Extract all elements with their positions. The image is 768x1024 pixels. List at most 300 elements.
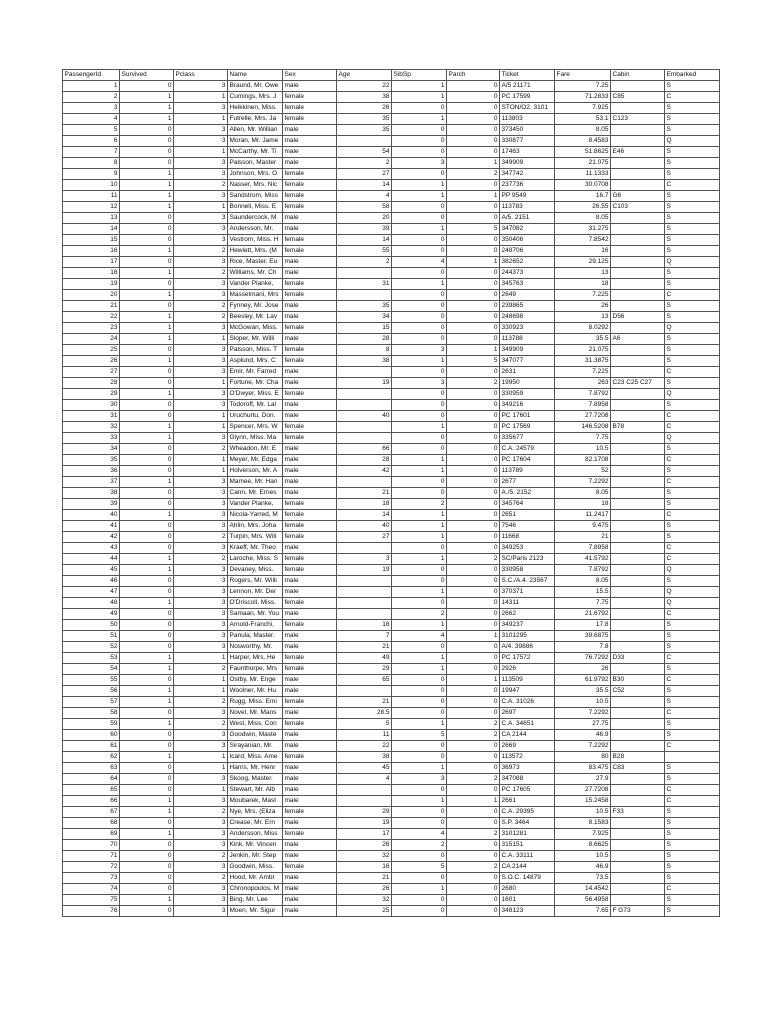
cell-age [337, 686, 392, 697]
cell-sex: female [283, 191, 337, 202]
cell-parch: 0 [447, 301, 500, 312]
cell-embarked: S [665, 334, 720, 345]
cell-cabin [611, 532, 665, 543]
cell-name: Andersson, Miss [228, 829, 283, 840]
cell-passengerid: 69 [63, 829, 120, 840]
cell-age: 27 [337, 169, 392, 180]
cell-age: 29 [337, 807, 392, 818]
cell-name: Laroche, Miss. S [228, 554, 283, 565]
cell-ticket: PC 17569 [500, 422, 555, 433]
cell-age: 26 [337, 103, 392, 114]
cell-cabin [611, 455, 665, 466]
cell-pclass: 3 [174, 510, 228, 521]
cell-survived: 1 [120, 697, 174, 708]
cell-sibsp: 1 [392, 532, 447, 543]
cell-survived: 1 [120, 180, 174, 191]
table-row [63, 103, 720, 114]
cell-parch: 1 [447, 158, 500, 169]
cell-fare: 15.5 [555, 587, 611, 598]
cell-name: Crease, Mr. Ern [228, 818, 283, 829]
cell-passengerid: 39 [63, 499, 120, 510]
cell-ticket: A/4. 39886 [500, 642, 555, 653]
cell-sex: female [283, 499, 337, 510]
cell-name: Chronopoulos, M [228, 884, 283, 895]
table-row [63, 587, 720, 598]
cell-age [337, 136, 392, 147]
cell-fare: 53.1 [555, 114, 611, 125]
cell-ticket: 2661 [500, 796, 555, 807]
table-row [63, 554, 720, 565]
cell-sex: male [283, 708, 337, 719]
cell-sex: female [283, 598, 337, 609]
cell-sibsp: 1 [392, 356, 447, 367]
cell-fare: 31.275 [555, 224, 611, 235]
cell-cabin: E46 [611, 147, 665, 158]
cell-age: 38 [337, 92, 392, 103]
cell-age: 14 [337, 510, 392, 521]
table-row [63, 796, 720, 807]
table-row [63, 488, 720, 499]
cell-pclass: 1 [174, 114, 228, 125]
cell-age: 4 [337, 774, 392, 785]
cell-age: 54 [337, 147, 392, 158]
cell-name: Saundercock, M [228, 213, 283, 224]
cell-cabin [611, 345, 665, 356]
cell-cabin: C85 [611, 92, 665, 103]
cell-pclass: 1 [174, 653, 228, 664]
cell-passengerid: 1 [63, 81, 120, 92]
cell-passengerid: 65 [63, 785, 120, 796]
cell-pclass: 3 [174, 433, 228, 444]
cell-survived: 0 [120, 455, 174, 466]
cell-fare: 8.05 [555, 488, 611, 499]
cell-name: Rice, Master. Eu [228, 257, 283, 268]
cell-ticket: PC 17601 [500, 411, 555, 422]
cell-sibsp: 1 [392, 719, 447, 730]
cell-embarked: S [665, 158, 720, 169]
cell-pclass: 3 [174, 884, 228, 895]
cell-sex: male [283, 367, 337, 378]
table-row [63, 532, 720, 543]
cell-survived: 0 [120, 840, 174, 851]
cell-pclass: 1 [174, 686, 228, 697]
cell-pclass: 1 [174, 422, 228, 433]
cell-passengerid: 43 [63, 543, 120, 554]
cell-fare: 71.2833 [555, 92, 611, 103]
cell-survived: 0 [120, 521, 174, 532]
cell-fare: 11.1333 [555, 169, 611, 180]
cell-pclass: 3 [174, 125, 228, 136]
cell-parch: 5 [447, 356, 500, 367]
cell-age: 25 [337, 906, 392, 917]
table-row [63, 323, 720, 334]
header-row [63, 70, 720, 81]
cell-fare: 56.4958 [555, 895, 611, 906]
table-row [63, 345, 720, 356]
cell-sibsp: 2 [392, 840, 447, 851]
cell-passengerid: 27 [63, 367, 120, 378]
cell-passengerid: 61 [63, 741, 120, 752]
cell-name: Allen, Mr. Willian [228, 125, 283, 136]
cell-parch: 0 [447, 455, 500, 466]
table-row [63, 312, 720, 323]
cell-name: Lennon, Mr. Der [228, 587, 283, 598]
cell-passengerid: 8 [63, 158, 120, 169]
table-row [63, 785, 720, 796]
cell-pclass: 3 [174, 323, 228, 334]
cell-passengerid: 47 [63, 587, 120, 598]
cell-ticket: 349909 [500, 345, 555, 356]
cell-name: Moubarek, Mast [228, 796, 283, 807]
cell-parch: 0 [447, 202, 500, 213]
cell-age [337, 367, 392, 378]
cell-ticket: PP 9549 [500, 191, 555, 202]
cell-parch: 0 [447, 499, 500, 510]
cell-age [337, 609, 392, 620]
cell-age [337, 785, 392, 796]
cell-parch: 0 [447, 741, 500, 752]
cell-ticket: 349909 [500, 158, 555, 169]
cell-fare: 8.4583 [555, 136, 611, 147]
cell-cabin [611, 862, 665, 873]
cell-fare: 7.925 [555, 103, 611, 114]
cell-sex: male [283, 400, 337, 411]
cell-cabin [611, 895, 665, 906]
table-row [63, 477, 720, 488]
cell-embarked: Q [665, 257, 720, 268]
cell-survived: 0 [120, 906, 174, 917]
cell-age: 35 [337, 125, 392, 136]
table-row [63, 279, 720, 290]
cell-fare: 10.5 [555, 697, 611, 708]
cell-passengerid: 71 [63, 851, 120, 862]
cell-cabin [611, 158, 665, 169]
table-row [63, 895, 720, 906]
cell-passengerid: 26 [63, 356, 120, 367]
cell-sex: female [283, 653, 337, 664]
cell-passengerid: 10 [63, 180, 120, 191]
cell-ticket: 2649 [500, 290, 555, 301]
cell-passengerid: 60 [63, 730, 120, 741]
header-fare: Fare [555, 70, 611, 81]
cell-passengerid: 64 [63, 774, 120, 785]
cell-ticket: 14311 [500, 598, 555, 609]
cell-fare: 7.2292 [555, 741, 611, 752]
cell-age: 14 [337, 235, 392, 246]
cell-cabin: B30 [611, 675, 665, 686]
cell-survived: 0 [120, 774, 174, 785]
cell-passengerid: 20 [63, 290, 120, 301]
cell-sibsp: 0 [392, 642, 447, 653]
cell-passengerid: 67 [63, 807, 120, 818]
cell-pclass: 3 [174, 730, 228, 741]
cell-pclass: 2 [174, 246, 228, 257]
cell-sex: male [283, 730, 337, 741]
cell-ticket: A/5. 2151 [500, 213, 555, 224]
table-row [63, 719, 720, 730]
cell-passengerid: 50 [63, 620, 120, 631]
table-row [63, 389, 720, 400]
cell-sibsp: 1 [392, 521, 447, 532]
cell-cabin [611, 609, 665, 620]
cell-name: Sirayanian, Mr. [228, 741, 283, 752]
cell-survived: 1 [120, 477, 174, 488]
cell-survived: 1 [120, 895, 174, 906]
cell-age: 4 [337, 191, 392, 202]
cell-fare: 52 [555, 466, 611, 477]
cell-embarked: S [665, 499, 720, 510]
cell-pclass: 2 [174, 268, 228, 279]
cell-pclass: 3 [174, 620, 228, 631]
cell-pclass: 3 [174, 708, 228, 719]
cell-sibsp: 0 [392, 334, 447, 345]
cell-sibsp: 4 [392, 631, 447, 642]
cell-survived: 0 [120, 631, 174, 642]
cell-ticket: 345764 [500, 499, 555, 510]
cell-survived: 0 [120, 213, 174, 224]
cell-passengerid: 6 [63, 136, 120, 147]
cell-age: 19 [337, 378, 392, 389]
table-row [63, 158, 720, 169]
cell-passengerid: 46 [63, 576, 120, 587]
cell-ticket: S.P. 3464 [500, 818, 555, 829]
cell-cabin [611, 213, 665, 224]
cell-embarked: S [665, 147, 720, 158]
table-row [63, 730, 720, 741]
cell-age: 17 [337, 829, 392, 840]
cell-passengerid: 54 [63, 664, 120, 675]
cell-embarked: S [665, 312, 720, 323]
table-row [63, 433, 720, 444]
cell-passengerid: 53 [63, 653, 120, 664]
cell-ticket: 248698 [500, 312, 555, 323]
cell-fare: 7.8792 [555, 565, 611, 576]
cell-pclass: 3 [174, 840, 228, 851]
cell-fare: 7.8958 [555, 543, 611, 554]
cell-survived: 0 [120, 378, 174, 389]
cell-passengerid: 33 [63, 433, 120, 444]
cell-cabin [611, 400, 665, 411]
cell-parch: 0 [447, 543, 500, 554]
cell-fare: 46.9 [555, 730, 611, 741]
cell-sex: female [283, 829, 337, 840]
cell-survived: 1 [120, 433, 174, 444]
cell-sex: male [283, 895, 337, 906]
cell-ticket: C.A. 24579 [500, 444, 555, 455]
cell-passengerid: 11 [63, 191, 120, 202]
cell-passengerid: 55 [63, 675, 120, 686]
cell-parch: 0 [447, 136, 500, 147]
cell-ticket: PC 17604 [500, 455, 555, 466]
cell-embarked: S [665, 829, 720, 840]
cell-embarked: S [665, 763, 720, 774]
cell-name: Woolner, Mr. Hu [228, 686, 283, 697]
cell-name: Mamee, Mr. Han [228, 477, 283, 488]
cell-sex: female [283, 345, 337, 356]
cell-pclass: 3 [174, 598, 228, 609]
table-row [63, 92, 720, 103]
cell-cabin [611, 389, 665, 400]
table-row [63, 301, 720, 312]
cell-cabin [611, 796, 665, 807]
cell-sex: female [283, 389, 337, 400]
cell-fare: 21 [555, 532, 611, 543]
cell-age: 35 [337, 301, 392, 312]
cell-parch: 0 [447, 818, 500, 829]
cell-parch: 0 [447, 411, 500, 422]
cell-ticket: A./5. 2152 [500, 488, 555, 499]
table-row [63, 565, 720, 576]
cell-embarked: S [665, 774, 720, 785]
cell-fare: 10.5 [555, 807, 611, 818]
cell-age: 21 [337, 488, 392, 499]
cell-fare: 8.05 [555, 213, 611, 224]
cell-embarked: C [665, 422, 720, 433]
cell-sex: male [283, 136, 337, 147]
cell-survived: 1 [120, 268, 174, 279]
table-row [63, 862, 720, 873]
cell-sibsp: 0 [392, 103, 447, 114]
cell-embarked: C [665, 785, 720, 796]
table-row [63, 246, 720, 257]
cell-passengerid: 15 [63, 235, 120, 246]
cell-embarked: C [665, 675, 720, 686]
cell-embarked: C [665, 510, 720, 521]
cell-ticket: 2677 [500, 477, 555, 488]
cell-name: O'Driscoll, Miss. [228, 598, 283, 609]
cell-age: 66 [337, 444, 392, 455]
cell-parch: 1 [447, 631, 500, 642]
cell-embarked: S [665, 103, 720, 114]
cell-pclass: 2 [174, 312, 228, 323]
cell-pclass: 3 [174, 279, 228, 290]
cell-parch: 0 [447, 444, 500, 455]
cell-parch: 0 [447, 323, 500, 334]
cell-sex: male [283, 587, 337, 598]
cell-sex: male [283, 125, 337, 136]
cell-age: 55 [337, 246, 392, 257]
cell-embarked: C [665, 367, 720, 378]
cell-passengerid: 70 [63, 840, 120, 851]
cell-cabin [611, 488, 665, 499]
cell-embarked [665, 752, 720, 763]
cell-parch: 0 [447, 521, 500, 532]
cell-ticket: 330958 [500, 565, 555, 576]
cell-cabin: B78 [611, 422, 665, 433]
cell-pclass: 3 [174, 213, 228, 224]
cell-passengerid: 34 [63, 444, 120, 455]
cell-pclass: 1 [174, 763, 228, 774]
cell-embarked: S [665, 840, 720, 851]
cell-survived: 1 [120, 565, 174, 576]
cell-pclass: 2 [174, 873, 228, 884]
cell-sex: male [283, 576, 337, 587]
cell-sex: male [283, 763, 337, 774]
table-row [63, 180, 720, 191]
table-row [63, 774, 720, 785]
cell-passengerid: 63 [63, 763, 120, 774]
cell-sibsp: 1 [392, 279, 447, 290]
cell-ticket: STON/O2. 3101 [500, 103, 555, 114]
cell-fare: 16.7 [555, 191, 611, 202]
cell-age: 35 [337, 114, 392, 125]
cell-sibsp: 0 [392, 312, 447, 323]
table-row [63, 741, 720, 752]
cell-cabin [611, 873, 665, 884]
cell-sex: male [283, 268, 337, 279]
cell-name: Vander Planke, [228, 499, 283, 510]
cell-survived: 0 [120, 444, 174, 455]
cell-sibsp: 1 [392, 180, 447, 191]
cell-sibsp: 0 [392, 169, 447, 180]
cell-cabin [611, 257, 665, 268]
cell-pclass: 2 [174, 719, 228, 730]
cell-passengerid: 17 [63, 257, 120, 268]
cell-sex: male [283, 257, 337, 268]
cell-cabin [611, 730, 665, 741]
cell-ticket: 1601 [500, 895, 555, 906]
cell-fare: 21.075 [555, 158, 611, 169]
table-row [63, 664, 720, 675]
cell-ticket: 382652 [500, 257, 555, 268]
cell-name: Emir, Mr. Farred [228, 367, 283, 378]
cell-sex: male [283, 818, 337, 829]
cell-fare: 7.925 [555, 829, 611, 840]
cell-ticket: S.C./A.4. 23567 [500, 576, 555, 587]
cell-name: Spencer, Mrs. W [228, 422, 283, 433]
cell-passengerid: 48 [63, 598, 120, 609]
cell-pclass: 2 [174, 807, 228, 818]
cell-ticket: 2926 [500, 664, 555, 675]
cell-fare: 31.3875 [555, 356, 611, 367]
cell-embarked: S [665, 620, 720, 631]
cell-cabin [611, 576, 665, 587]
cell-ticket: 2669 [500, 741, 555, 752]
cell-embarked: C [665, 884, 720, 895]
cell-survived: 0 [120, 763, 174, 774]
cell-ticket: 36973 [500, 763, 555, 774]
cell-sex: female [283, 103, 337, 114]
cell-sex: male [283, 884, 337, 895]
cell-sibsp: 0 [392, 686, 447, 697]
cell-fare: 7.8792 [555, 389, 611, 400]
cell-pclass: 3 [174, 906, 228, 917]
cell-sibsp: 1 [392, 92, 447, 103]
cell-ticket: 248706 [500, 246, 555, 257]
cell-passengerid: 4 [63, 114, 120, 125]
cell-sex: female [283, 290, 337, 301]
cell-age: 65 [337, 675, 392, 686]
cell-survived: 0 [120, 466, 174, 477]
cell-cabin [611, 708, 665, 719]
cell-age: 22 [337, 81, 392, 92]
cell-age: 40 [337, 411, 392, 422]
cell-survived: 1 [120, 664, 174, 675]
cell-survived: 1 [120, 169, 174, 180]
cell-sibsp: 3 [392, 345, 447, 356]
cell-cabin [611, 587, 665, 598]
cell-pclass: 2 [174, 664, 228, 675]
cell-parch: 0 [447, 840, 500, 851]
cell-fare: 8.1583 [555, 818, 611, 829]
cell-sex: female [283, 532, 337, 543]
cell-pclass: 1 [174, 202, 228, 213]
table-row [63, 763, 720, 774]
table-row [63, 466, 720, 477]
cell-cabin: G6 [611, 191, 665, 202]
cell-ticket: 113572 [500, 752, 555, 763]
cell-sibsp: 0 [392, 323, 447, 334]
